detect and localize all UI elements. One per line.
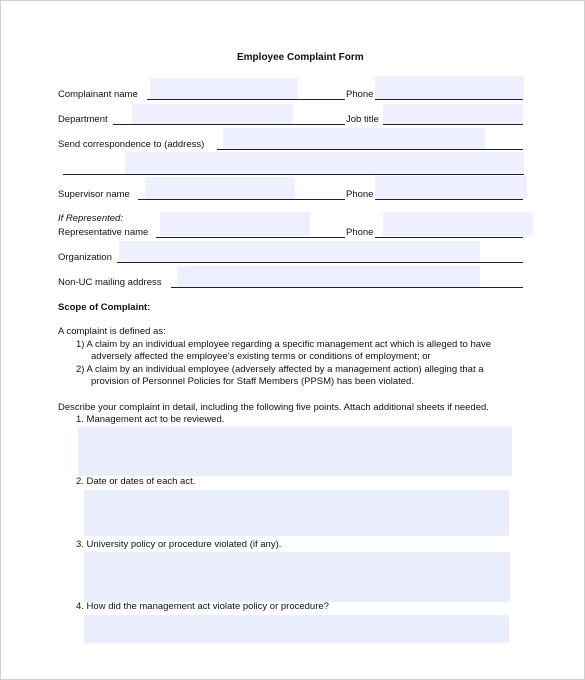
scope-item-1-line-1: 1) A claim by an individual employee regarding a specific management act which is alleged to have [76,339,492,350]
non-uc-mailing-address-field[interactable] [177,266,480,287]
representative-phone-label: Phone [346,227,374,238]
correspondence-address-line2-field[interactable] [125,152,524,174]
complainant-phone-label: Phone [346,89,374,100]
non-uc-mailing-address-label: Non-UC mailing address [58,277,162,288]
point-3-textarea[interactable] [84,552,510,602]
correspondence-address-line2-underline [63,174,524,175]
organization-label: Organization [58,252,112,263]
complainant-phone-field[interactable] [375,76,524,99]
correspondence-address-label: Send correspondence to (address) [58,139,205,150]
scope-item-2-line-1: 2) A claim by an individual employee (adversely affected by a management action) alleging that a [76,364,484,375]
point-1-textarea[interactable] [78,427,512,476]
representative-phone-underline [375,237,523,238]
supervisor-name-underline [138,199,345,200]
organization-underline [117,262,523,263]
complainant-name-field[interactable] [150,78,298,100]
describe-intro: Describe your complaint in detail, including the following five points. Attach additional sheets if needed. [58,402,489,413]
point-2-textarea[interactable] [84,490,509,536]
department-field[interactable] [132,104,293,124]
scope-item-2-line-2: provision of Personnel Policies for Staff Members (PPSM) has been violated. [91,376,414,387]
point-1-label: 1. Management act to be reviewed. [76,414,225,425]
point-2-label: 2. Date or dates of each act. [76,476,196,487]
non-uc-mailing-address-underline [171,287,523,288]
supervisor-name-label: Supervisor name [58,189,130,200]
scope-intro: A complaint is defined as: [58,326,166,337]
supervisor-phone-underline [375,199,523,200]
representative-name-field[interactable] [160,212,310,236]
department-underline [113,124,345,125]
scope-heading: Scope of Complaint: [58,302,151,313]
correspondence-address-underline [217,149,523,150]
point-4-textarea[interactable] [84,615,509,643]
complainant-phone-underline [375,99,523,100]
job-title-underline [383,124,523,125]
representative-name-underline [156,237,345,238]
department-label: Department [58,114,108,125]
complainant-name-underline [147,99,345,100]
supervisor-phone-field[interactable] [375,176,527,199]
representative-name-label: Representative name [58,227,149,238]
job-title-field[interactable] [383,104,523,124]
organization-field[interactable] [119,241,480,262]
point-4-label: 4. How did the management act violate policy or procedure? [76,601,329,612]
supervisor-phone-label: Phone [346,189,374,200]
if-represented-label: If Represented: [58,213,123,224]
point-3-label: 3. University policy or procedure violated (if any). [76,539,282,550]
scope-item-1-line-2: adversely affected the employee’s existing terms or conditions of employment; or [91,351,431,362]
representative-phone-field[interactable] [383,212,533,236]
complainant-name-label: Complainant name [58,89,138,100]
supervisor-name-field[interactable] [145,177,295,199]
form-title: Employee Complaint Form [237,52,364,63]
correspondence-address-field[interactable] [223,128,485,149]
job-title-label: Job title [346,114,379,125]
